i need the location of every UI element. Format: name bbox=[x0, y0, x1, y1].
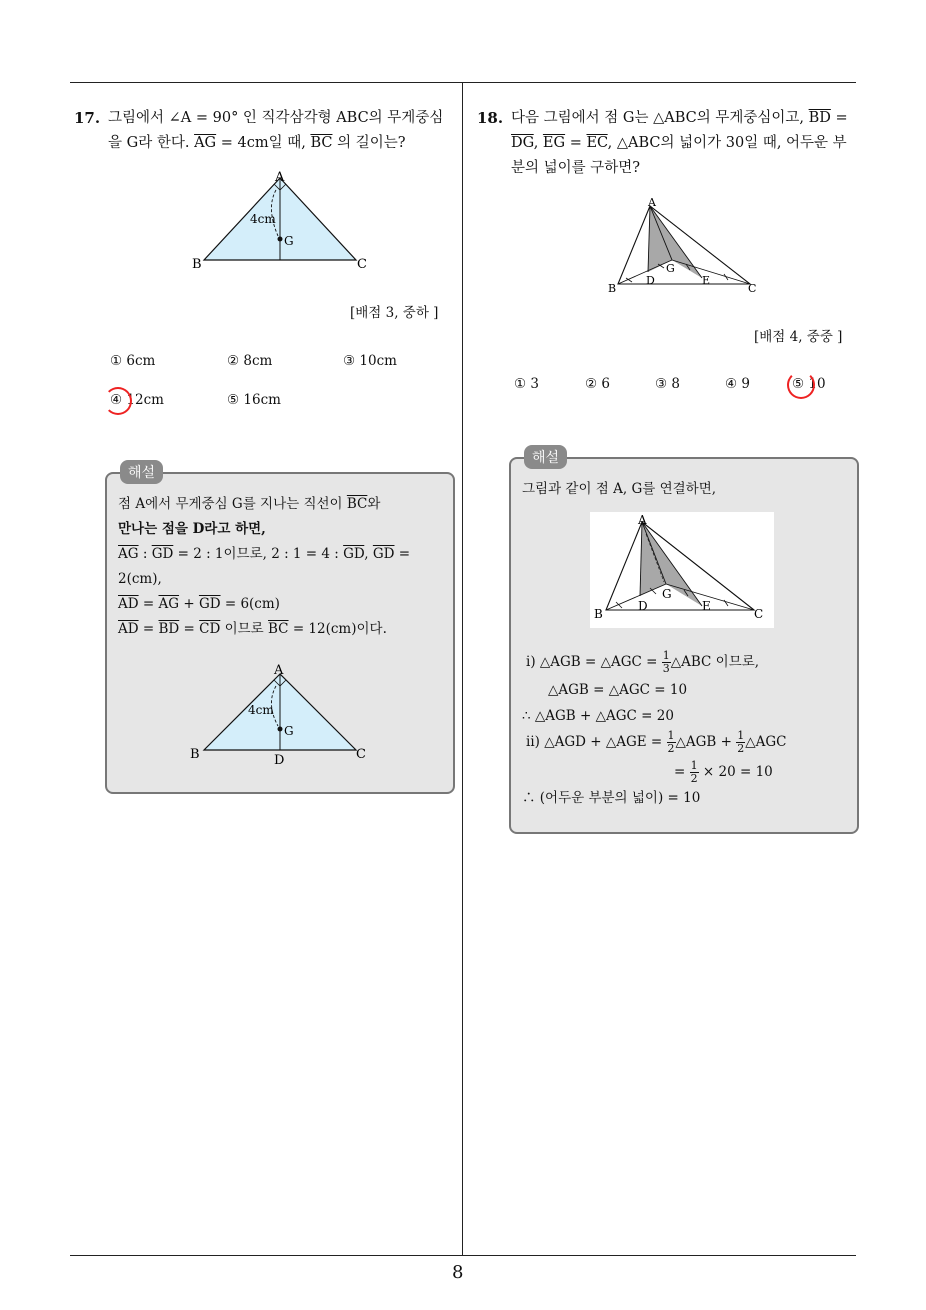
question-17-text bbox=[74, 106, 456, 156]
q18-answer-circle bbox=[787, 371, 815, 399]
q18-sol-i2: △AGB = △AGC = 10 bbox=[548, 682, 688, 698]
label-G: G bbox=[284, 724, 294, 738]
label-E: E bbox=[702, 274, 711, 287]
q17-sol-l3: $\overline{AG}$ : $\overline{GD} = 2$ : 1이므로, 2 : 1 = 4 : $\overline{GD}$, $\overline{GD}$ = bbox=[118, 546, 411, 562]
q17-line2: 을 G라 한다. $\overline{AG} = 4cm$일 때, $\overline{BC}$ 의 길이는? bbox=[108, 135, 406, 151]
top-rule bbox=[70, 82, 856, 83]
q18-solution-figure bbox=[590, 512, 774, 628]
q17-choice-2[interactable]: ② 8cm bbox=[227, 353, 273, 369]
q18-sol-t2: ∴ (어두운 부분의 넓이) = 10 bbox=[522, 790, 701, 806]
label-C: C bbox=[357, 257, 367, 272]
label-E: E bbox=[702, 599, 711, 613]
q18-choice-1[interactable]: ① 3 bbox=[514, 376, 539, 392]
q17-sol-l4: 2(cm), bbox=[118, 571, 162, 587]
label-B: B bbox=[594, 607, 603, 621]
page-number: 8 bbox=[452, 1262, 464, 1283]
q18-sol-l1: 그림과 같이 점 A, G를 연결하면, bbox=[522, 481, 717, 497]
q17-sol-l5: $\overline{AD} = \overline{AG} + \overline{GD} = 6(cm)$ bbox=[118, 596, 280, 612]
label-G: G bbox=[666, 262, 675, 275]
q18-line2: $\overline{DG}$, $\overline{EG} = \overline{EC}$, △ABC의 넓이가 30일 때, 어두운 부 bbox=[511, 135, 847, 151]
q17-choice-1[interactable]: ① 6cm bbox=[110, 353, 156, 369]
q18-sol-i: ⅰ) △AGB = △AGC = $\frac{1}{3}$ △ABC 이므로, bbox=[526, 649, 760, 675]
q17-sol-l2: 만나는 점을 D라고 하면, bbox=[118, 521, 266, 537]
q17-sol-l6: $\overline{AD} = \overline{BD} = \overline{CD}$ 이므로 $\overline{BC} = 12(cm)$이다. bbox=[118, 621, 387, 637]
q17-line1: 그림에서 ∠A = 90° 인 직각삼각형 ABC의 무게중심 bbox=[108, 110, 444, 126]
q17-solution-figure bbox=[188, 660, 378, 770]
question-18-text bbox=[477, 106, 861, 181]
label-C: C bbox=[748, 282, 757, 295]
q18-score: [배점 4, 중중 ] bbox=[754, 329, 843, 345]
label-4cm: 4cm bbox=[248, 703, 274, 717]
label-C: C bbox=[754, 607, 764, 621]
q17-choice-5[interactable]: ⑤ 16cm bbox=[227, 392, 281, 408]
q18-sol-t1: ∴ △AGB + △AGC = 20 bbox=[522, 708, 674, 724]
q17-triangle-figure bbox=[188, 168, 378, 274]
label-B: B bbox=[192, 257, 202, 272]
label-A: A bbox=[648, 196, 656, 209]
q18-line1: 다음 그림에서 점 G는 △ABC의 무게중심이고, $\overline{BD}$ = bbox=[511, 110, 848, 126]
q17-solution-text bbox=[118, 492, 448, 642]
q17-choice-4[interactable]: ④ 12cm bbox=[110, 392, 164, 408]
label-A: A bbox=[275, 170, 285, 185]
label-D: D bbox=[646, 274, 655, 287]
bottom-rule bbox=[70, 1255, 856, 1256]
q18-line3: 분의 넓이를 구하면? bbox=[511, 160, 641, 176]
q17-solution-tag: 해설 bbox=[120, 460, 163, 484]
label-B: B bbox=[608, 282, 617, 295]
q17-sol-l1: 점 A에서 무게중심 G를 지나는 직선이 $\overline{BC}$와 bbox=[118, 496, 381, 512]
q17-choice-3[interactable]: ③ 10cm bbox=[343, 353, 397, 369]
label-G: G bbox=[662, 587, 672, 601]
q17-answer-circle bbox=[104, 387, 132, 415]
question-18 bbox=[477, 106, 861, 181]
label-C: C bbox=[356, 747, 366, 762]
q18-solution-tag: 해설 bbox=[524, 445, 567, 469]
label-D: D bbox=[274, 753, 285, 768]
q18-sol-ii2: = $\frac{1}{2}$ × 20 = 10 bbox=[674, 759, 773, 785]
label-A: A bbox=[274, 663, 284, 678]
label-G: G bbox=[284, 234, 294, 248]
q18-choice-5[interactable]: ⑤ 10 bbox=[792, 376, 826, 392]
label-D: D bbox=[638, 599, 648, 613]
q17-score: [배점 3, 중하 ] bbox=[350, 305, 439, 321]
column-divider bbox=[462, 82, 463, 1256]
question-number: 17. bbox=[74, 109, 101, 127]
q18-triangle-figure bbox=[606, 194, 766, 298]
label-A: A bbox=[638, 513, 647, 527]
q18-choice-3[interactable]: ③ 8 bbox=[655, 376, 680, 392]
question-17 bbox=[74, 106, 456, 156]
question-number: 18. bbox=[477, 109, 504, 127]
q18-choice-2[interactable]: ② 6 bbox=[585, 376, 610, 392]
label-B: B bbox=[190, 747, 200, 762]
label-4cm: 4cm bbox=[250, 212, 276, 226]
q18-choice-4[interactable]: ④ 9 bbox=[725, 376, 750, 392]
q18-sol-ii: ⅱ) △AGD + △AGE = $\frac{1}{2}$ △AGB + $\frac{1}{2}$ △AGC bbox=[526, 729, 787, 755]
